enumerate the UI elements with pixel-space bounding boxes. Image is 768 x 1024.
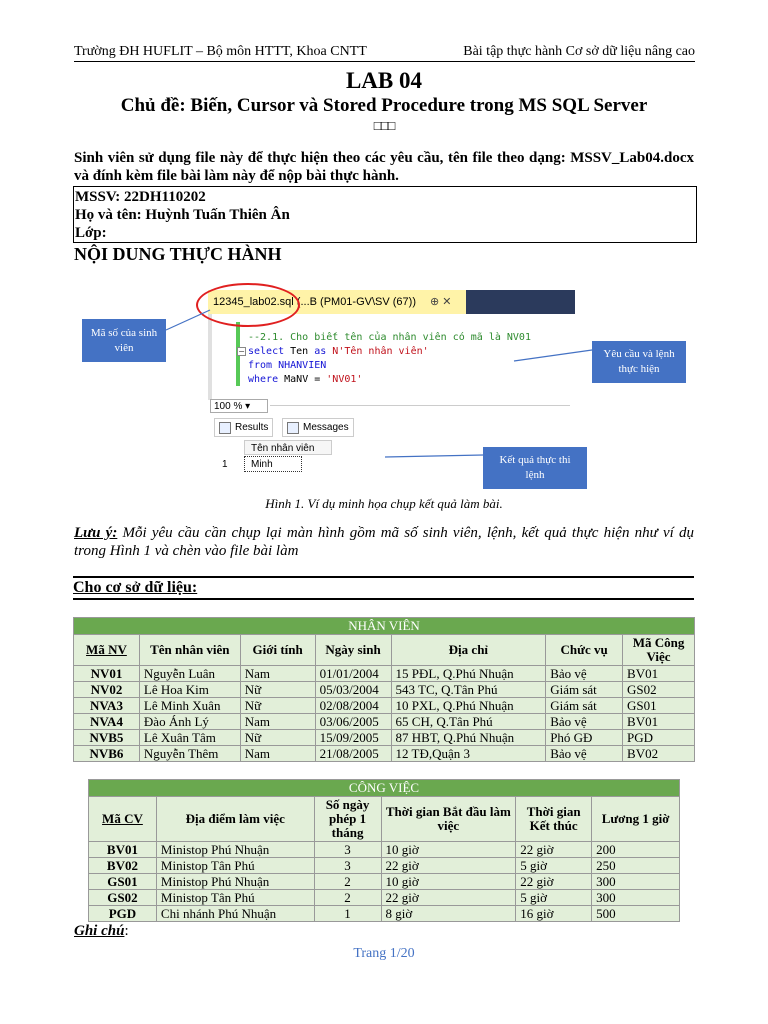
nhanvien-cell: Lê Hoa Kim: [139, 682, 240, 698]
nhanvien-column-header: Ngày sinh: [315, 635, 391, 666]
congviec-cell: 3: [314, 858, 381, 874]
figure-caption: Hình 1. Ví dụ minh họa chụp kết quả làm bài.: [265, 496, 503, 511]
chevron-down-icon: ▾: [245, 401, 251, 412]
nhanvien-cell: 12 TĐ,Quận 3: [391, 746, 546, 762]
congviec-header-row: [89, 797, 680, 842]
arrow-mssv: [166, 310, 210, 330]
congviec-cell: 3: [314, 842, 381, 858]
editor-tab-filename: 12345_lab02.sql: [213, 296, 294, 308]
nhanvien-column-header: Mã Công Việc: [623, 635, 695, 666]
congviec-title-row: [89, 780, 680, 797]
table-row: [74, 682, 695, 698]
nhanvien-cell: BV02: [623, 746, 695, 762]
zoom-value: 100 %: [214, 401, 243, 412]
nhanvien-cell: Nữ: [240, 698, 315, 714]
nhanvien-column-header: Tên nhân viên: [139, 635, 240, 666]
grid-column-header: Tên nhân viên: [244, 440, 332, 455]
nhanvien-cell: 02/08/2004: [315, 698, 391, 714]
nhanvien-cell: Nữ: [240, 682, 315, 698]
congviec-cell: 10 giờ: [381, 842, 516, 858]
congviec-cell: 22 giờ: [381, 858, 516, 874]
nhanvien-column-header: Mã NV: [74, 635, 140, 666]
nhanvien-cell: 01/01/2004: [315, 666, 391, 682]
nhanvien-cell: Giám sát: [546, 698, 623, 714]
congviec-cell: PGD: [89, 906, 157, 922]
grid-cell: Minh: [244, 456, 302, 472]
congviec-cell: 1: [314, 906, 381, 922]
intro-paragraph: Sinh viên sử dụng file này để thực hiện theo các yêu cầu, tên file theo dạng: MSSV_Lab04.docx và đính kèm file bài làm này để nộp bài thực hành.: [74, 150, 694, 184]
congviec-column-header: Mã CV: [89, 797, 157, 842]
nhanvien-cell: PGD: [623, 730, 695, 746]
callout-mssv: Mã số của sinh viên: [82, 319, 166, 362]
table-row: [89, 906, 680, 922]
congviec-column-header: Địa điểm làm việc: [156, 797, 314, 842]
student-name: Họ và tên: Huỳnh Tuấn Thiên Ân: [75, 207, 290, 223]
nhanvien-cell: 65 CH, Q.Tân Phú: [391, 714, 546, 730]
congviec-column-header: Lương 1 giờ: [592, 797, 680, 842]
code-where-keyword: where: [248, 374, 279, 385]
congviec-cell: Chi nhánh Phú Nhuận: [156, 906, 314, 922]
congviec-cell: Ministop Phú Nhuận: [156, 874, 314, 890]
nhanvien-cell: 15 PĐL, Q.Phú Nhuận: [391, 666, 546, 682]
table-row: [89, 890, 680, 906]
nhanvien-cell: 21/08/2005: [315, 746, 391, 762]
page-number: Trang 1/20: [353, 946, 415, 961]
code-where-condition: MaNV =: [278, 374, 327, 385]
nhanvien-cell: BV01: [623, 666, 695, 682]
congviec-cell: 5 giờ: [516, 858, 592, 874]
header-right: Bài tập thực hành Cơ sở dữ liệu nâng cao: [463, 44, 695, 59]
table-row: [89, 842, 680, 858]
grid-row-number: 1: [222, 459, 228, 470]
nhanvien-cell: Nguyễn Luân: [139, 666, 240, 682]
page-title: LAB 04: [345, 68, 423, 93]
arrow-result: [385, 455, 483, 457]
congviec-cell: 300: [592, 890, 680, 906]
student-mssv: MSSV: 22DH110202: [75, 189, 206, 205]
nhanvien-column-header: Chức vụ: [546, 635, 623, 666]
congviec-cell: GS02: [89, 890, 157, 906]
nhanvien-cell: NV01: [74, 666, 140, 682]
nhanvien-cell: Nam: [240, 666, 315, 682]
section-title: NỘI DUNG THỰC HÀNH: [74, 244, 282, 264]
ghichu-text: Ghi chú: [74, 923, 125, 939]
congviec-cell: 5 giờ: [516, 890, 592, 906]
congviec-cell: 500: [592, 906, 680, 922]
congviec-cell: GS01: [89, 874, 157, 890]
tab-results-label: Results: [235, 422, 269, 433]
nhanvien-header-row: [74, 635, 695, 666]
nhanvien-cell: Lê Minh Xuân: [139, 698, 240, 714]
congviec-title: CÔNG VIỆC: [89, 780, 680, 797]
nhanvien-cell: 10 PXL, Q.Phú Nhuận: [391, 698, 546, 714]
congviec-cell: Ministop Tân Phú: [156, 858, 314, 874]
congviec-cell: Ministop Tân Phú: [156, 890, 314, 906]
table-row: [74, 666, 695, 682]
nhanvien-cell: Nữ: [240, 730, 315, 746]
congviec-cell: 300: [592, 874, 680, 890]
congviec-column-header: Thời gian Bắt đầu làm việc: [381, 797, 516, 842]
nhanvien-cell: NVB6: [74, 746, 140, 762]
table-nhanvien: [73, 617, 695, 762]
nhanvien-column-header: Giới tính: [240, 635, 315, 666]
congviec-cell: 22 giờ: [381, 890, 516, 906]
callout-request: Yêu cầu và lệnh thực hiện: [592, 341, 686, 383]
nhanvien-cell: Đào Ánh Lý: [139, 714, 240, 730]
ghichu-label: [74, 923, 129, 940]
code-select-alias: N'Tên nhân viên': [326, 346, 429, 357]
congviec-cell: 22 giờ: [516, 842, 592, 858]
table-row: [74, 730, 695, 746]
nhanvien-cell: NVA3: [74, 698, 140, 714]
congviec-column-header: Số ngày phép 1 tháng: [314, 797, 381, 842]
nhanvien-cell: NVB5: [74, 730, 140, 746]
header-left: Trường ĐH HUFLIT – Bộ môn HTTT, Khoa CNTT: [74, 44, 367, 59]
congviec-cell: 10 giờ: [381, 874, 516, 890]
nhanvien-cell: Phó GĐ: [546, 730, 623, 746]
arrow-request: [514, 350, 592, 361]
congviec-cell: BV02: [89, 858, 157, 874]
code-from-text: from NHANVIEN: [248, 360, 327, 371]
nhanvien-column-header: Địa chỉ: [391, 635, 546, 666]
congviec-cell: 200: [592, 842, 680, 858]
nhanvien-cell: Bảo vệ: [546, 666, 623, 682]
code-comment: --2.1. Cho biết tên của nhân viên có mã là NV01: [248, 332, 531, 343]
nhanvien-title-row: [74, 618, 695, 635]
table-row: [74, 714, 695, 730]
nhanvien-cell: 87 HBT, Q.Phú Nhuận: [391, 730, 546, 746]
code-select-keyword: select: [248, 346, 285, 357]
note-text: Mỗi yêu cầu cần chụp lại màn hình gồm mã số sinh viên, lệnh, kết quả thực hiện như ví dụ trong Hình 1 và chèn vào file bài làm: [74, 525, 694, 559]
pin-close-icon: ⊕ ✕: [430, 296, 452, 308]
nhanvien-cell: Nguyễn Thêm: [139, 746, 240, 762]
congviec-cell: 8 giờ: [381, 906, 516, 922]
nhanvien-cell: 15/09/2005: [315, 730, 391, 746]
table-row: [89, 858, 680, 874]
congviec-cell: 16 giờ: [516, 906, 592, 922]
congviec-cell: BV01: [89, 842, 157, 858]
nhanvien-cell: 03/06/2005: [315, 714, 391, 730]
nhanvien-cell: NV02: [74, 682, 140, 698]
table-row: [89, 874, 680, 890]
page-subtitle: Chủ đề: Biến, Cursor và Stored Procedure trong MS SQL Server: [120, 95, 648, 116]
code-where-value: 'NV01': [326, 374, 363, 385]
nhanvien-cell: 05/03/2004: [315, 682, 391, 698]
nhanvien-title: NHÂN VIÊN: [74, 618, 695, 635]
note-label: Lưu ý:: [74, 525, 118, 541]
nhanvien-cell: Giám sát: [546, 682, 623, 698]
nhanvien-cell: 543 TC, Q.Tân Phú: [391, 682, 546, 698]
db-title-text: Cho cơ sở dữ liệu:: [73, 579, 198, 596]
table-congviec: [88, 779, 680, 922]
nhanvien-cell: GS02: [623, 682, 695, 698]
congviec-cell: 22 giờ: [516, 874, 592, 890]
congviec-cell: Ministop Phú Nhuận: [156, 842, 314, 858]
note-paragraph: [74, 524, 694, 560]
congviec-cell: 2: [314, 874, 381, 890]
callout-result: Kết quả thực thi lệnh: [483, 447, 587, 489]
table-row: [74, 746, 695, 762]
nhanvien-cell: BV01: [623, 714, 695, 730]
nhanvien-cell: Lê Xuân Tâm: [139, 730, 240, 746]
nhanvien-cell: GS01: [623, 698, 695, 714]
congviec-cell: 250: [592, 858, 680, 874]
db-section-title: [73, 576, 694, 600]
table-row: [74, 698, 695, 714]
student-class: Lớp:: [75, 225, 107, 241]
nhanvien-cell: NVA4: [74, 714, 140, 730]
collapse-icon: −: [238, 347, 245, 356]
ghichu-colon: :: [124, 923, 129, 939]
congviec-column-header: Thời gian Kết thúc: [516, 797, 592, 842]
tab-messages-label: Messages: [303, 422, 349, 433]
congviec-cell: 2: [314, 890, 381, 906]
ornament: □□□: [373, 118, 395, 133]
nhanvien-cell: Nam: [240, 714, 315, 730]
nhanvien-cell: Bảo vệ: [546, 746, 623, 762]
nhanvien-cell: Bảo vệ: [546, 714, 623, 730]
editor-tab-connection: (...B (PM01-GV\SV (67)): [293, 296, 416, 308]
code-select-column: Ten: [284, 346, 315, 357]
code-as-keyword: as: [314, 346, 327, 357]
nhanvien-cell: Nam: [240, 746, 315, 762]
